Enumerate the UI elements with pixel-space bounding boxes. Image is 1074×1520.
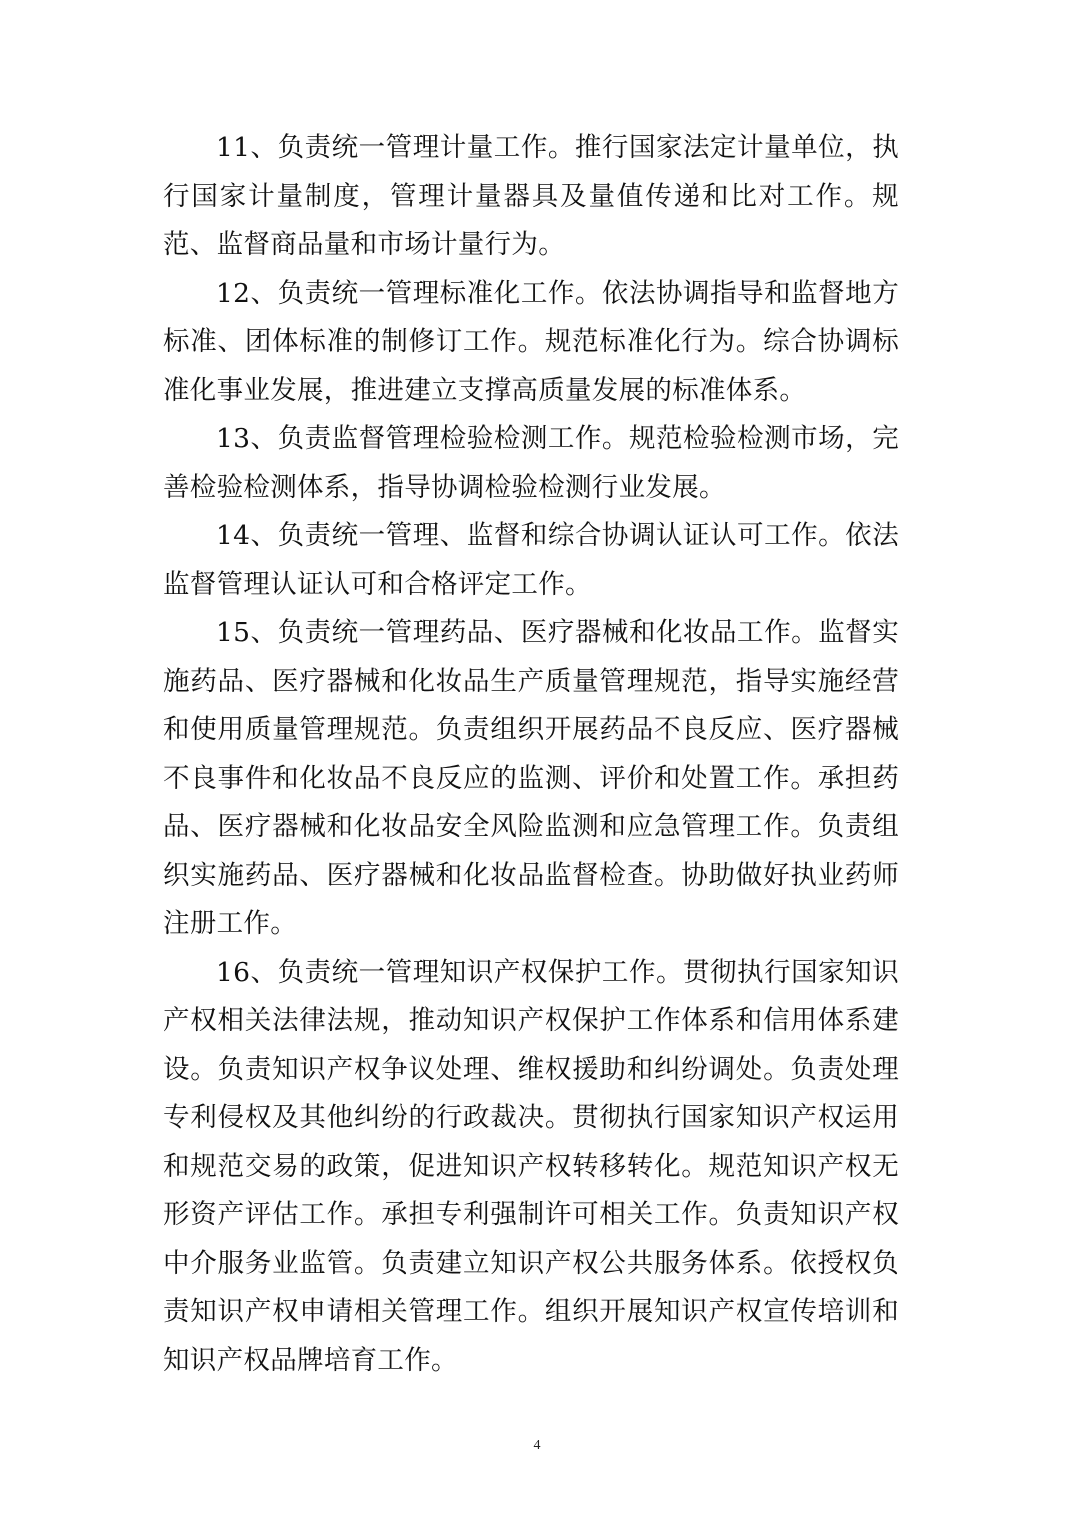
paragraph-item-14: 14、负责统一管理、监督和综合协调认证认可工作。依法监督管理认证认可和合格评定工作。: [163, 520, 899, 600]
document-body: [163, 124, 899, 1385]
paragraph-item-16: 16、负责统一管理知识产权保护工作。贯彻执行国家知识产权相关法律法规，推动知识产权保护工作体系和信用体系建设。负责知识产权争议处理、维权援助和纠纷调处。负责处理专利侵权及其他纠纷的行政裁决。贯彻执行国家知识产权运用和规范交易的政策，促进知识产权转移转化。规范知识产权无形资产评估工作。承担专利强制许可相关工作。负责知识产权中介服务业监管。负责建立知识产权公共服务体系。依授权负责知识产权申请相关管理工作。组织开展知识产权宣传培训和知识产权品牌培育工作。: [163, 956, 899, 1376]
paragraph-item-11: 11、负责统一管理计量工作。推行国家法定计量单位，执行国家计量制度，管理计量器具及量值传递和比对工作。规范、监督商品量和市场计量行为。: [163, 132, 899, 260]
paragraph-item-12: 12、负责统一管理标准化工作。依法协调指导和监督地方标准、团体标准的制修订工作。规范标准化行为。综合协调标准化事业发展，推进建立支撑高质量发展的标准体系。: [163, 277, 899, 406]
paragraph-item-13: 13、负责监督管理检验检测工作。规范检验检测市场，完善检验检测体系，指导协调检验检测行业发展。: [163, 423, 899, 503]
paragraph-item-15: 15、负责统一管理药品、医疗器械和化妆品工作。监督实施药品、医疗器械和化妆品生产质量管理规范，指导实施经营和使用质量管理规范。负责组织开展药品不良反应、医疗器械不良事件和化妆品不良反应的监测、评价和处置工作。承担药品、医疗器械和化妆品安全风险监测和应急管理工作。负责组织实施药品、医疗器械和化妆品监督检查。协助做好执业药师注册工作。: [163, 617, 899, 939]
page-number: 4: [533, 1438, 541, 1453]
